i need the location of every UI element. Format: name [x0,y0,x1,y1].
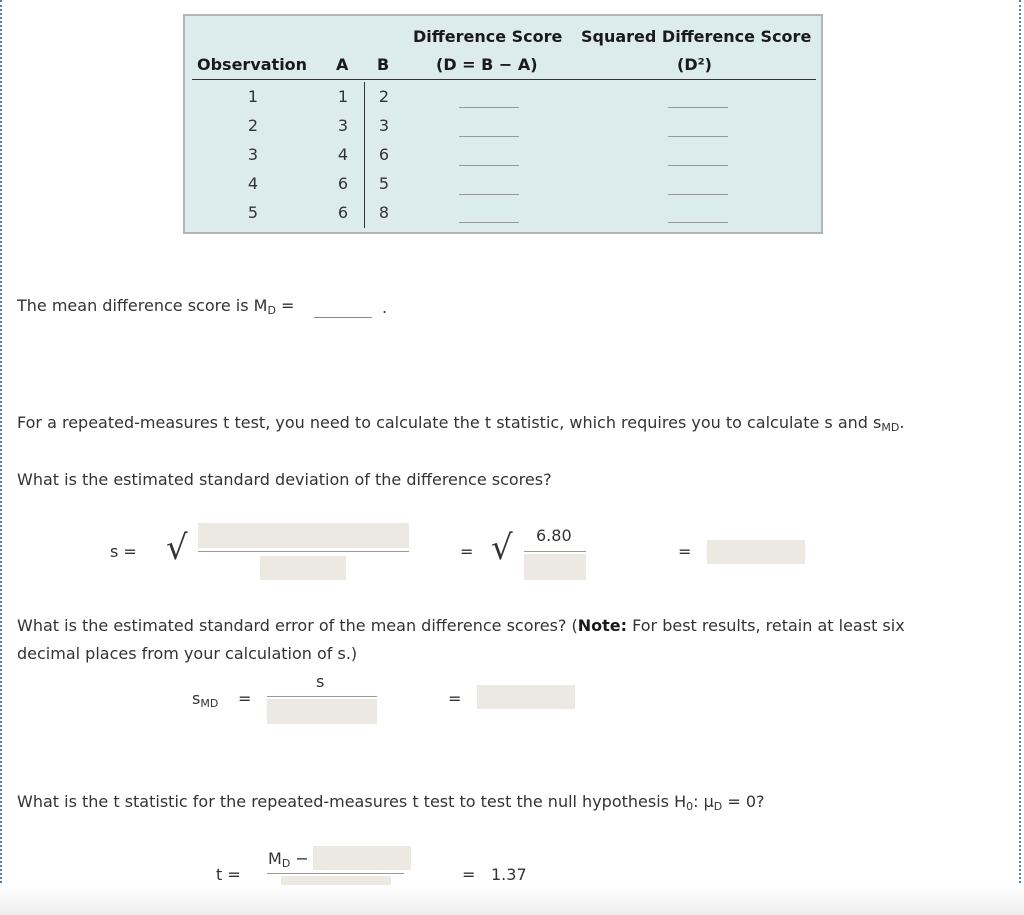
squared-difference-input[interactable] [668,107,728,108]
data-table [183,14,823,234]
se-equals: = [448,689,462,708]
se-question-line2: decimal places from your calculation of s.) [17,644,358,663]
difference-input[interactable] [459,165,519,166]
t-equals: = [462,865,476,884]
header-a: A [336,55,349,74]
header-squared-difference-score: Squared Difference Score [581,27,812,46]
mean-difference-period: . [382,298,388,317]
t-hypothesized-input[interactable] [313,846,411,870]
header-difference-formula: (D = B − A) [436,55,538,74]
header-squared-formula: (D²) [677,55,712,74]
sqrt-icon: √ [166,528,188,568]
difference-input[interactable] [459,107,519,108]
se-denominator-input[interactable] [267,699,377,724]
row-b-value: 3 [378,116,390,135]
t-fraction-line [267,873,404,874]
row-b-value: 8 [378,203,390,222]
difference-input[interactable] [459,194,519,195]
header-b: B [377,55,390,74]
row-observation: 4 [247,174,259,193]
left-border [0,0,2,915]
t-question: What is the t statistic for the repeated-measures t test to test the null hypothesis H0: μD = 0? [17,792,765,813]
t-label: t = [216,865,241,884]
smd-equals: = [238,689,252,708]
row-a-value: 4 [337,145,349,164]
row-b-value: 5 [378,174,390,193]
s-label: s = [110,542,137,561]
mean-difference-label: The mean difference score is MD = [17,296,295,317]
sd-denominator-input[interactable] [260,556,346,580]
sqrt-icon: √ [491,528,513,568]
sd-equals-2: = [678,542,692,561]
sd-question: What is the estimated standard deviation of the difference scores? [17,470,552,489]
sd-numerator-input[interactable] [198,523,409,548]
variance-fraction-line [524,551,586,552]
se-question: What is the estimated standard error of the mean difference scores? (Note: For best results, retain at least six [17,616,905,635]
row-a-value: 1 [337,87,349,106]
sd-fraction-line [198,551,409,552]
squared-difference-input[interactable] [668,165,728,166]
sd-numerator-value: 6.80 [536,526,572,545]
row-observation: 5 [247,203,259,222]
sd-result-input[interactable] [707,540,805,564]
se-fraction-line [267,696,377,697]
difference-input[interactable] [459,222,519,223]
row-observation: 1 [247,87,259,106]
right-border [1019,0,1021,915]
mean-difference-input[interactable] [314,317,372,318]
se-result-input[interactable] [477,685,575,709]
se-numerator: s [316,672,325,691]
row-a-value: 6 [337,203,349,222]
smd-label: sMD [192,689,219,710]
t-result: 1.37 [491,865,527,884]
squared-difference-input[interactable] [668,222,728,223]
row-b-value: 2 [378,87,390,106]
header-observation: Observation [197,55,308,74]
row-a-value: 6 [337,174,349,193]
variance-denominator-input[interactable] [524,554,586,580]
ab-divider [364,82,365,228]
t-numerator-md: MD − [268,849,309,870]
difference-input[interactable] [459,136,519,137]
row-a-value: 3 [337,116,349,135]
t-test-intro: For a repeated-measures t test, you need to calculate the t statistic, which requires you to calculate s and sMD. [17,413,905,434]
header-difference-score: Difference Score [413,27,563,46]
row-observation: 2 [247,116,259,135]
bottom-shadow [0,885,1024,915]
squared-difference-input[interactable] [668,136,728,137]
row-observation: 3 [247,145,259,164]
sd-equals-1: = [460,542,474,561]
header-divider [192,79,816,80]
squared-difference-input[interactable] [668,194,728,195]
row-b-value: 6 [378,145,390,164]
